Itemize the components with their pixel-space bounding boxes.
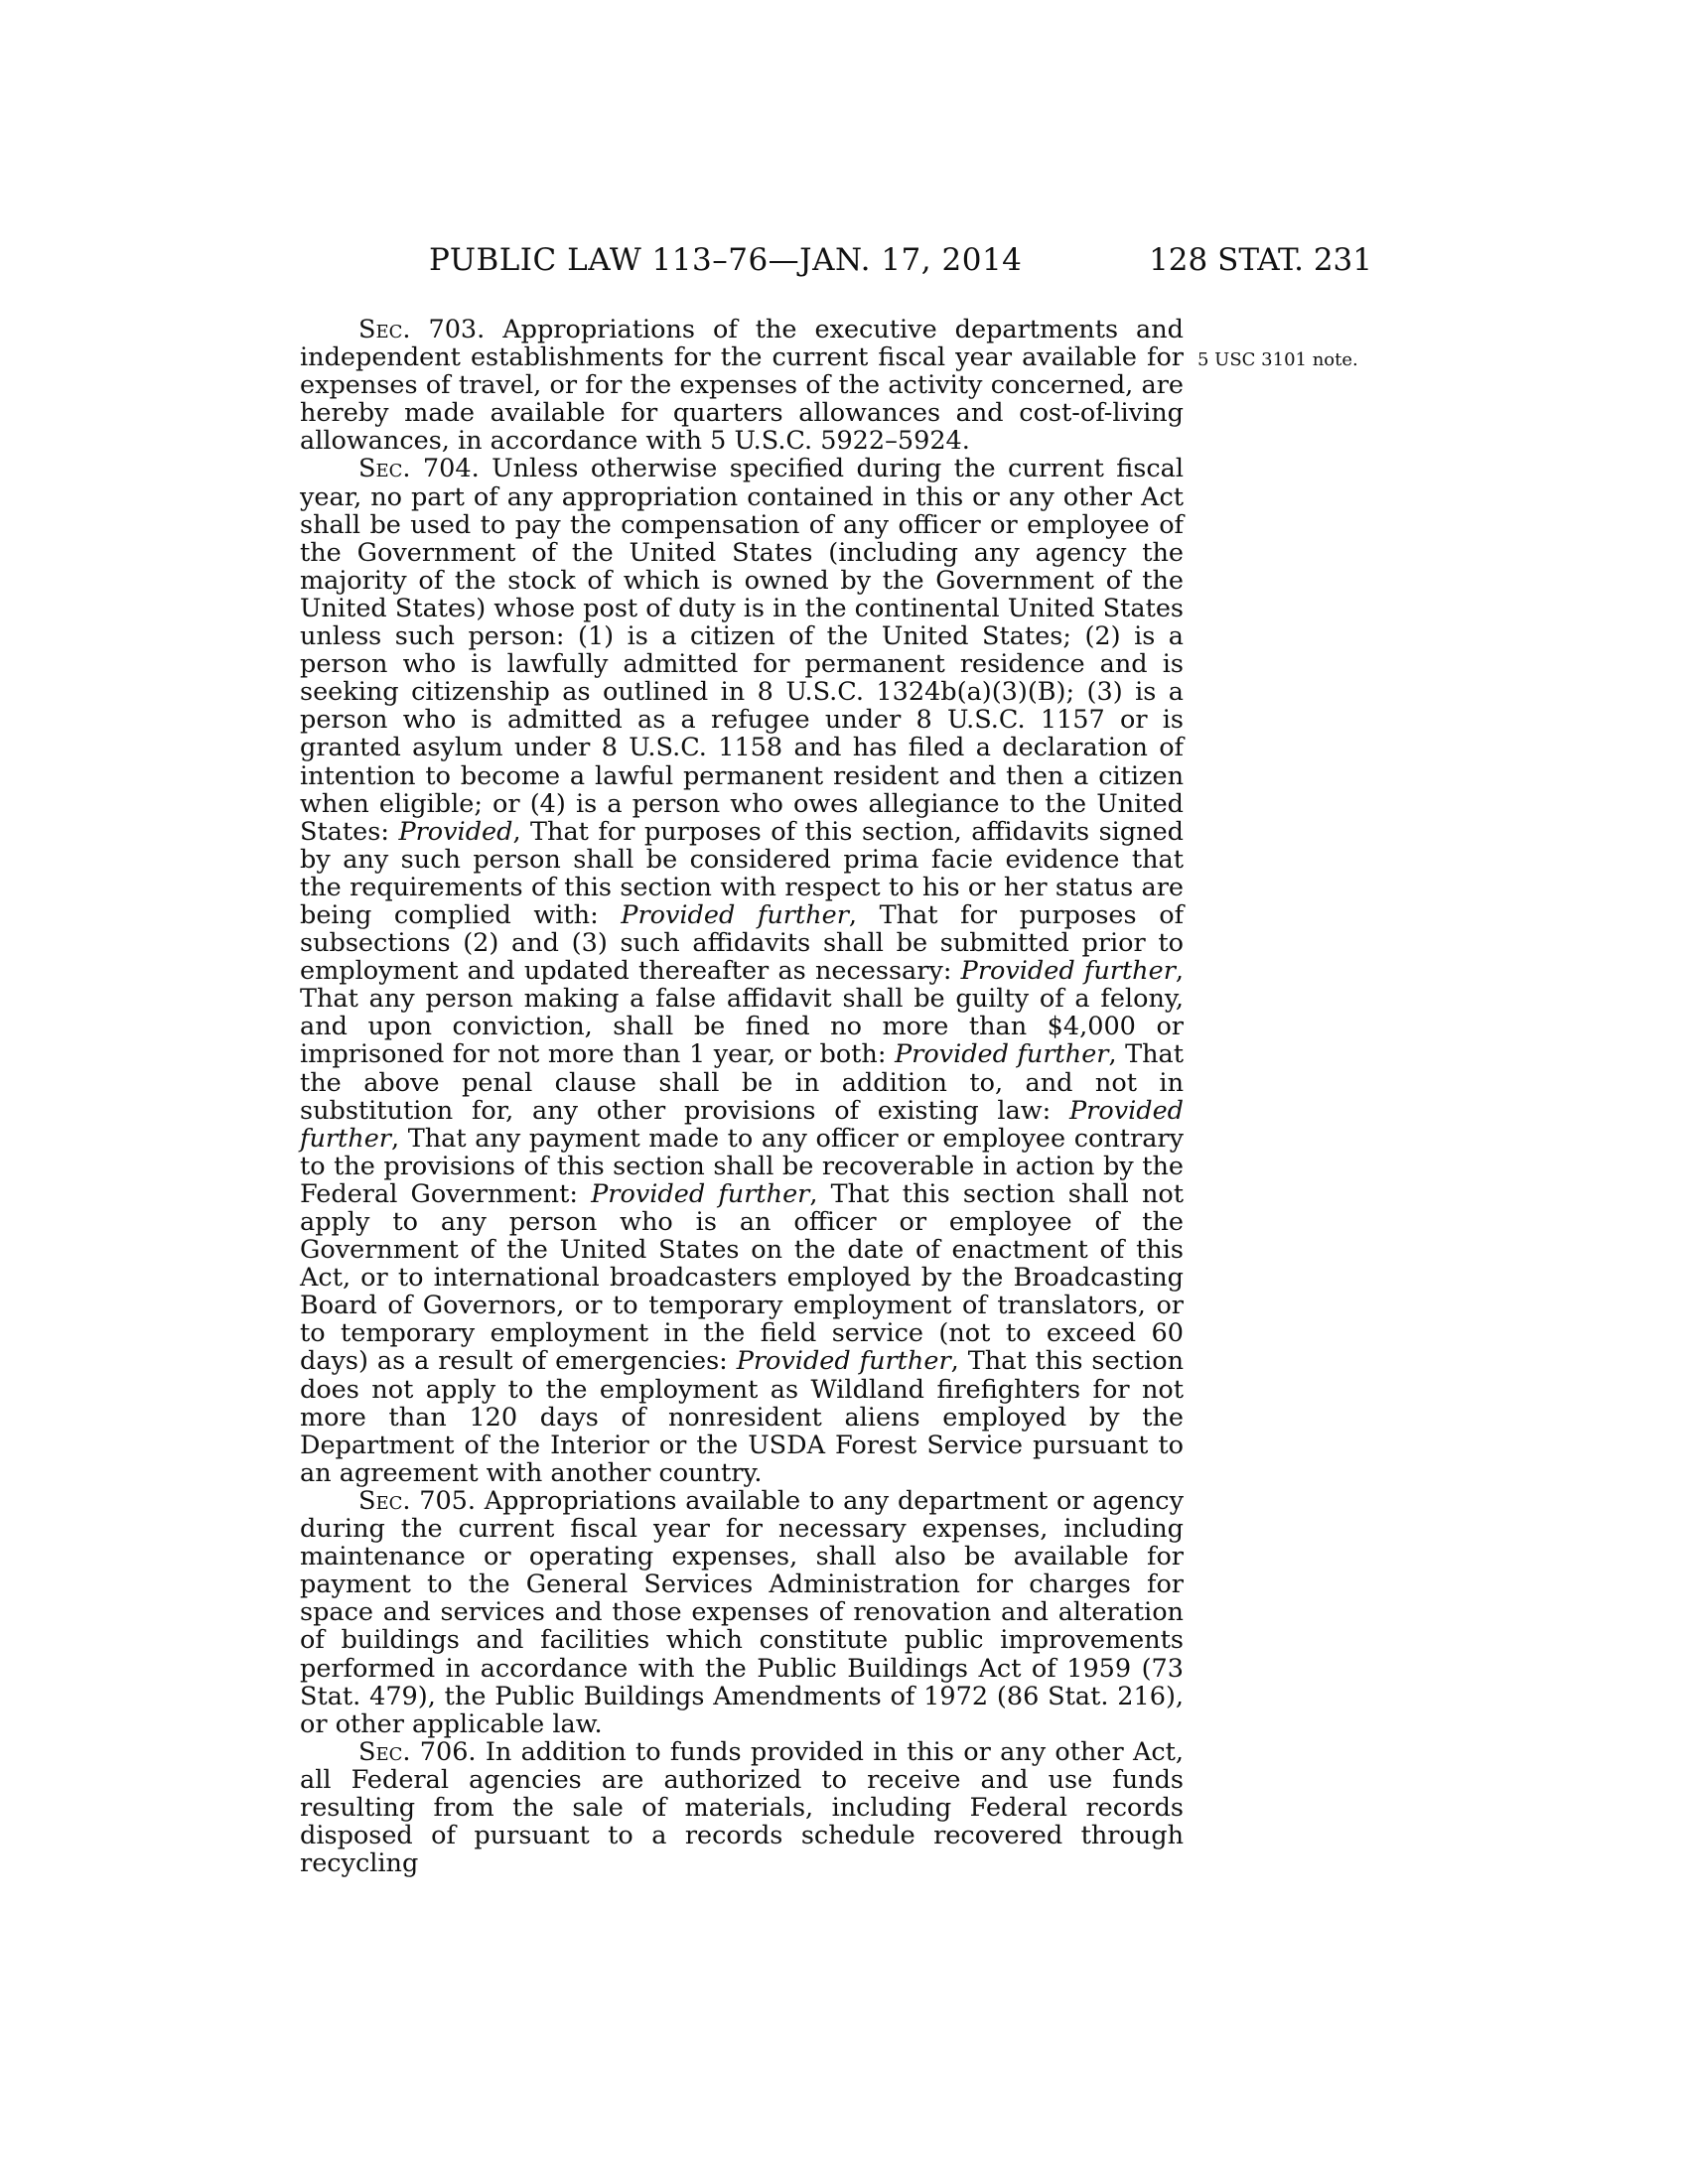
proviso-text: Provided further (960, 956, 1176, 987)
section-text: , That this section does not apply to the employment as Wildland firefighters for not more than 120 days of nonresident aliens employed by the Department of the Interior or the USDA Forest Service pursuant to an agreement with another country. (300, 1346, 1185, 1488)
section-text: , That for purposes of this section, affidavits signed by any such person shall be considered prima facie evidence that the requirements of this section with respect to his or her status are being complied with: (300, 816, 1184, 930)
section-text: , That the above penal clause shall be in addition to, and not in substitution for, any other provisions of existing law: (300, 1039, 1185, 1126)
section-number: 706. (410, 1736, 486, 1767)
margin-note: 5 USC 3101 note. (1197, 349, 1358, 370)
proviso-text: Provided further (591, 1178, 810, 1209)
section-text: Appropriations available to any department or agency during the current fiscal year for necessary expenses, including maintenance or operating expenses, shall also be available for payment to the General Services Administration for charges for space and services and those expenses of renovation and alteration of buildings and facilities which constitute public improvements performed in accordance with the Public Buildings Act of 1959 (73 Stat. 479), the Public Buildings Amendments of 1972 (86 Stat. 216), or other applicable law. (300, 1485, 1184, 1739)
proviso-text: Provided further (621, 899, 849, 930)
proviso-text: Provided further (736, 1346, 951, 1377)
section-label: Sec. (358, 1736, 411, 1767)
section-text: In addition to funds provided in this or any other Act, all Federal agencies are authorized to receive and use funds resulting from the sale of materials, including Federal records disposed of pursuant to a records schedule recovered through recycling (300, 1736, 1184, 1879)
page-header-stat: 128 STAT. 231 (1149, 242, 1372, 278)
section-number: 705. (410, 1485, 485, 1516)
section-label: Sec. (358, 315, 411, 344)
proviso-text: Provided further (300, 1095, 1184, 1154)
body-text (300, 316, 1184, 1877)
section-paragraph (300, 455, 1184, 1486)
section-label: Sec. (358, 1485, 411, 1516)
section-number: 703. (410, 315, 503, 344)
proviso-text: Provided (398, 816, 513, 847)
section-text: , That this section shall not apply to any person who is an officer or employee of the Government of the United States on the date of enactment of this Act, or to international broadcasters employed by the Broadcasting Board of Governors, or to temporary employment of translators, or to temporary employment in the field service (not to exceed 60 days) as a result of emergencies: (300, 1178, 1184, 1377)
section-paragraph (300, 316, 1184, 455)
section-text: , That for purposes of subsections (2) and (3) such affidavits shall be submitted prior to employment and updated thereafter as necessary: (300, 899, 1185, 987)
section-text: , That any person making a false affidavit shall be guilty of a felony, and upon conviction, shall be fined no more than $4,000 or imprisoned for not more than 1 year, or both: (300, 956, 1184, 1070)
section-text: Unless otherwise specified during the current fiscal year, no part of any appropriation contained in this or any other Act shall be used to pay the compensation of any officer or employee of the Government of the United States (including any agency the majority of the stock of which is owned by the Government of the United States) whose post of duty is in the continental United States unless such person: (1) is a citizen of the United States; (2) is a person who is lawfully admitted for permanent residence and is seeking citizenship as outlined in 8 U.S.C. 1324b(a)(3)(B); (3) is a person who is admitted as a refugee under 8 U.S.C. 1157 or is granted asylum under 8 U.S.C. 1158 and has filed a declaration of intention to become a lawful permanent resident and then a citizen when eligible; or (4) is a person who owes allegiance to the United States: (300, 454, 1184, 847)
section-paragraph (300, 1487, 1184, 1738)
section-paragraph (300, 1738, 1184, 1877)
page-header-title: PUBLIC LAW 113–76—JAN. 17, 2014 (429, 242, 1023, 278)
section-text: Appropriations of the executive departments and independent establishments for the current fiscal year available for expenses of travel, or for the expenses of the activity concerned, are hereby made available for quarters allowances and cost-of-living allowances, in accordance with 5 U.S.C. 5922–5924. (300, 315, 1184, 457)
section-number: 704. (410, 454, 492, 484)
section-text: , That any payment made to any officer or employee contrary to the provisions of this section shall be recoverable in action by the Federal Government: (300, 1123, 1184, 1209)
section-label: Sec. (358, 454, 411, 484)
proviso-text: Provided further (894, 1039, 1109, 1070)
